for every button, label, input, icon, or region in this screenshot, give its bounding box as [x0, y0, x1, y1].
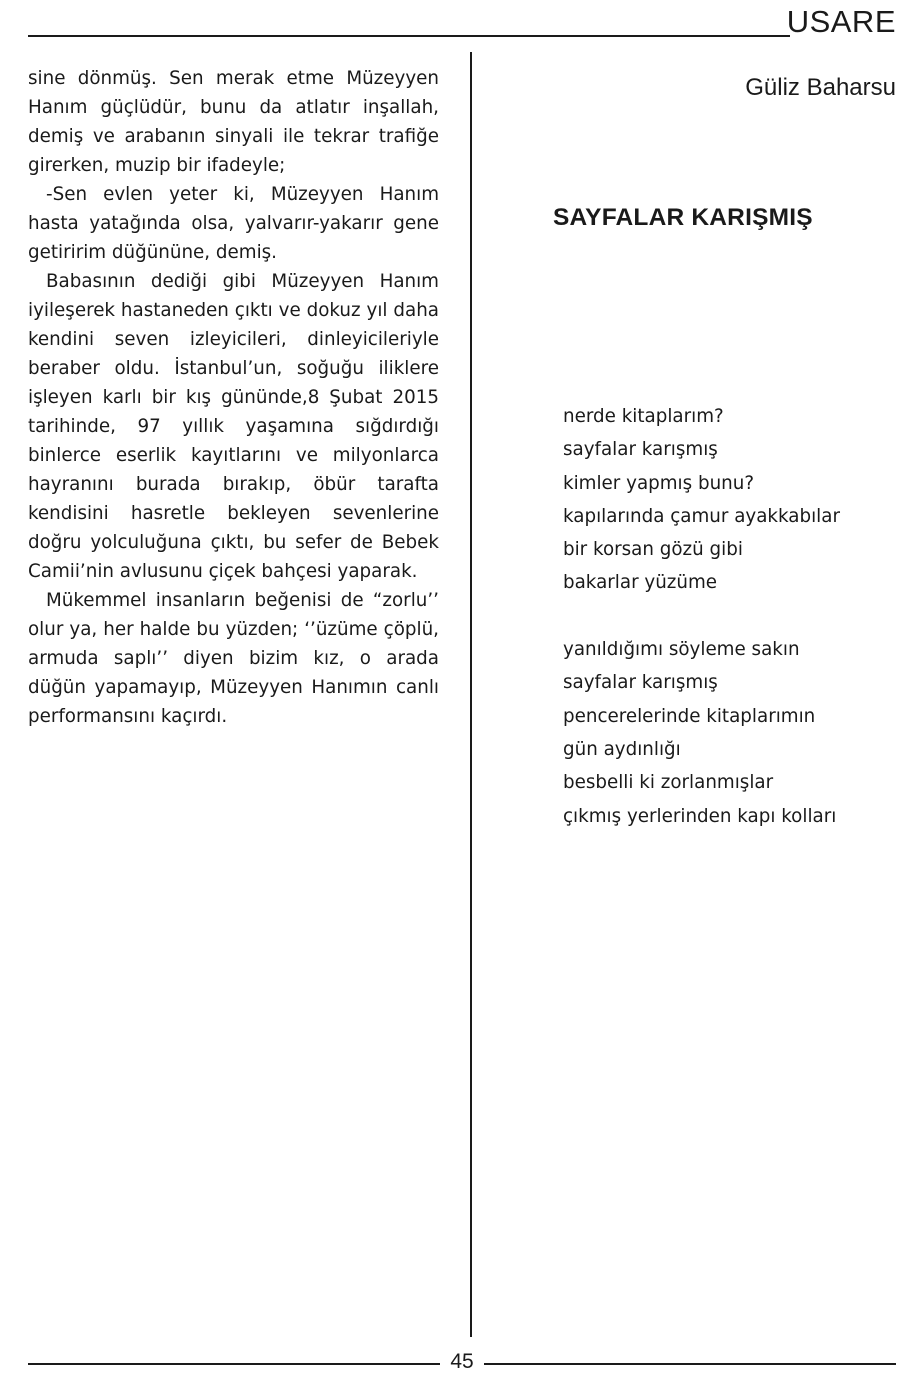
poem-line: pencerelerinde kitaplarımın — [563, 705, 816, 727]
header-rule — [28, 35, 790, 37]
poem-stanza — [563, 633, 903, 833]
poem-title: SAYFALAR KARIŞMIŞ — [553, 204, 813, 231]
article-paragraph: sine dönmüş. Sen merak etme Müzeyyen Hanım güçlüdür, bunu da atlatır inşallah, demiş ve arabanın sinyali ile tekrar trafiğe girerken, muzip bir ifadeyle; — [28, 68, 439, 176]
poem-line: gün aydınlığı — [563, 738, 681, 760]
poem-line: bakarlar yüzüme — [563, 572, 718, 594]
column-divider — [470, 52, 472, 1337]
poem-line: besbelli ki zorlanmışlar — [563, 772, 774, 794]
poem-body — [563, 400, 903, 866]
poem-line: bir korsan gözü gibi — [563, 539, 743, 561]
page-number: 45 — [450, 1350, 474, 1373]
poem-line: kapılarında çamur ayakkabılar — [563, 505, 840, 527]
article-paragraph: Babasının dediği gibi Müzeyyen Hanım iyileşerek hastaneden çıktı ve dokuz yıl daha kendini seven izleyicileri, dinleyicileriyle beraber oldu. İstanbul’un, soğuğu iliklere işleyen karlı bir kış gününde,8 Şubat 2015 tarihinde, 97 yıllık yaşamına sığdırdığı binlerce eserlik kayıtlarını ve milyonlarca hayranını burada bırakıp, öbür tarafta kendisini hasretle bekleyen sevenlerine doğru yolculuğuna çıktı, bu sefer de Bebek Camii’nin avlusunu çiçek bahçesi yaparak. — [28, 271, 439, 582]
poem-line: çıkmış yerlerinden kapı kolları — [563, 805, 837, 827]
article-paragraph: Mükemmel insanların beğenisi de “zorlu’’ olur ya, her halde bu yüzden; ‘’üzüme çöplü, armuda saplı’’ diyen bizim kız, o arada düğün yapamayıp, Müzeyyen Hanımın canlı performansını kaçırdı. — [28, 590, 439, 727]
poem-line: sayfalar karışmış — [563, 672, 718, 694]
poem-line: sayfalar karışmış — [563, 439, 718, 461]
poem-author: Güliz Baharsu — [745, 74, 896, 101]
article-paragraph: -Sen evlen yeter ki, Müzeyyen Hanım hasta yatağında olsa, yalvarır-yakarır gene getiririm düğününe, demiş. — [28, 184, 439, 263]
footer-rule-right — [484, 1363, 896, 1365]
poem-stanza — [563, 400, 903, 600]
article-column — [28, 64, 439, 731]
poem-line: kimler yapmış bunu? — [563, 472, 755, 494]
poem-line: yanıldığımı söyleme sakın — [563, 639, 800, 661]
footer-rule-left — [28, 1363, 440, 1365]
masthead-title: USARE — [786, 4, 896, 39]
poem-line: nerde kitaplarım? — [563, 406, 724, 427]
